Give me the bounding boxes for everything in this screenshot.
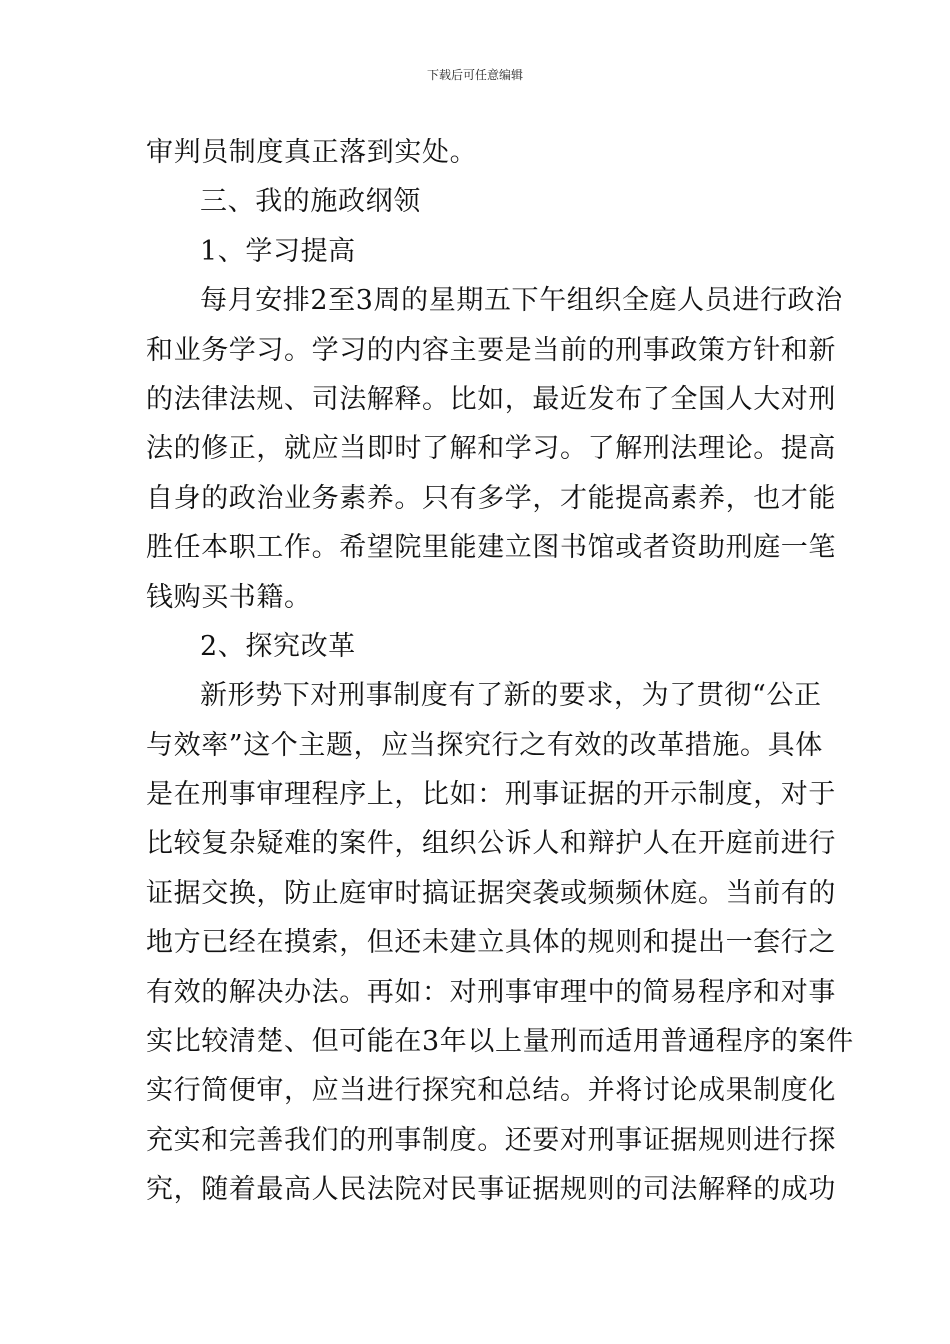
body-line: 和业务学习。学习的内容主要是当前的刑事政策方针和新 bbox=[146, 334, 836, 366]
body-line: 胜任本职工作。希望院里能建立图书馆或者资助刑庭一笔 bbox=[146, 532, 836, 564]
body-line: 比较复杂疑难的案件，组织公诉人和辩护人在开庭前进行 bbox=[146, 828, 836, 860]
body-line: 钱购买书籍。 bbox=[146, 581, 312, 613]
body-line: 法的修正，就应当即时了解和学习。了解刑法理论。提高 bbox=[146, 433, 836, 465]
body-line: 自身的政治业务素养。只有多学，才能提高素养，也才能 bbox=[146, 482, 836, 514]
body-line: 实比较清楚、但可能在3年以上量刑而适用普通程序的案件 bbox=[146, 1026, 854, 1058]
subsection-heading: 1、学习提高 bbox=[200, 235, 356, 267]
body-line: 有效的解决办法。再如：对刑事审理中的简易程序和对事 bbox=[146, 976, 836, 1008]
body-line: 审判员制度真正落到实处。 bbox=[146, 137, 478, 168]
page-header-note: 下载后可任意编辑 bbox=[426, 68, 523, 82]
body-line: 证据交换，防止庭审时搞证据突袭或频频休庭。当前有的 bbox=[146, 877, 836, 909]
body-line: 实行简便审，应当进行探究和总结。并将讨论成果制度化 bbox=[146, 1075, 836, 1107]
body-line: 与效率”这个主题，应当探究行之有效的改革措施。具体 bbox=[146, 729, 823, 761]
paragraph-start-line: 每月安排2至3周的星期五下午组织全庭人员进行政治 bbox=[200, 285, 843, 317]
body-line: 地方已经在摸索，但还未建立具体的规则和提出一套行之 bbox=[146, 927, 836, 959]
body-line: 充实和完善我们的刑事制度。还要对刑事证据规则进行探 bbox=[146, 1124, 836, 1156]
subsection-heading: 2、探究改革 bbox=[200, 630, 356, 662]
document-body bbox=[146, 128, 854, 1215]
body-line: 的法律法规、司法解释。比如，最近发布了全国人大对刑 bbox=[146, 383, 836, 415]
body-line: 是在刑事审理程序上，比如：刑事证据的开示制度，对于 bbox=[146, 779, 836, 811]
section-heading: 三、我的施政纲领 bbox=[200, 186, 421, 218]
paragraph-start-line: 新形势下对刑事制度有了新的要求，为了贯彻“公正 bbox=[200, 680, 822, 712]
body-line: 究，随着最高人民法院对民事证据规则的司法解释的成功 bbox=[146, 1174, 836, 1206]
